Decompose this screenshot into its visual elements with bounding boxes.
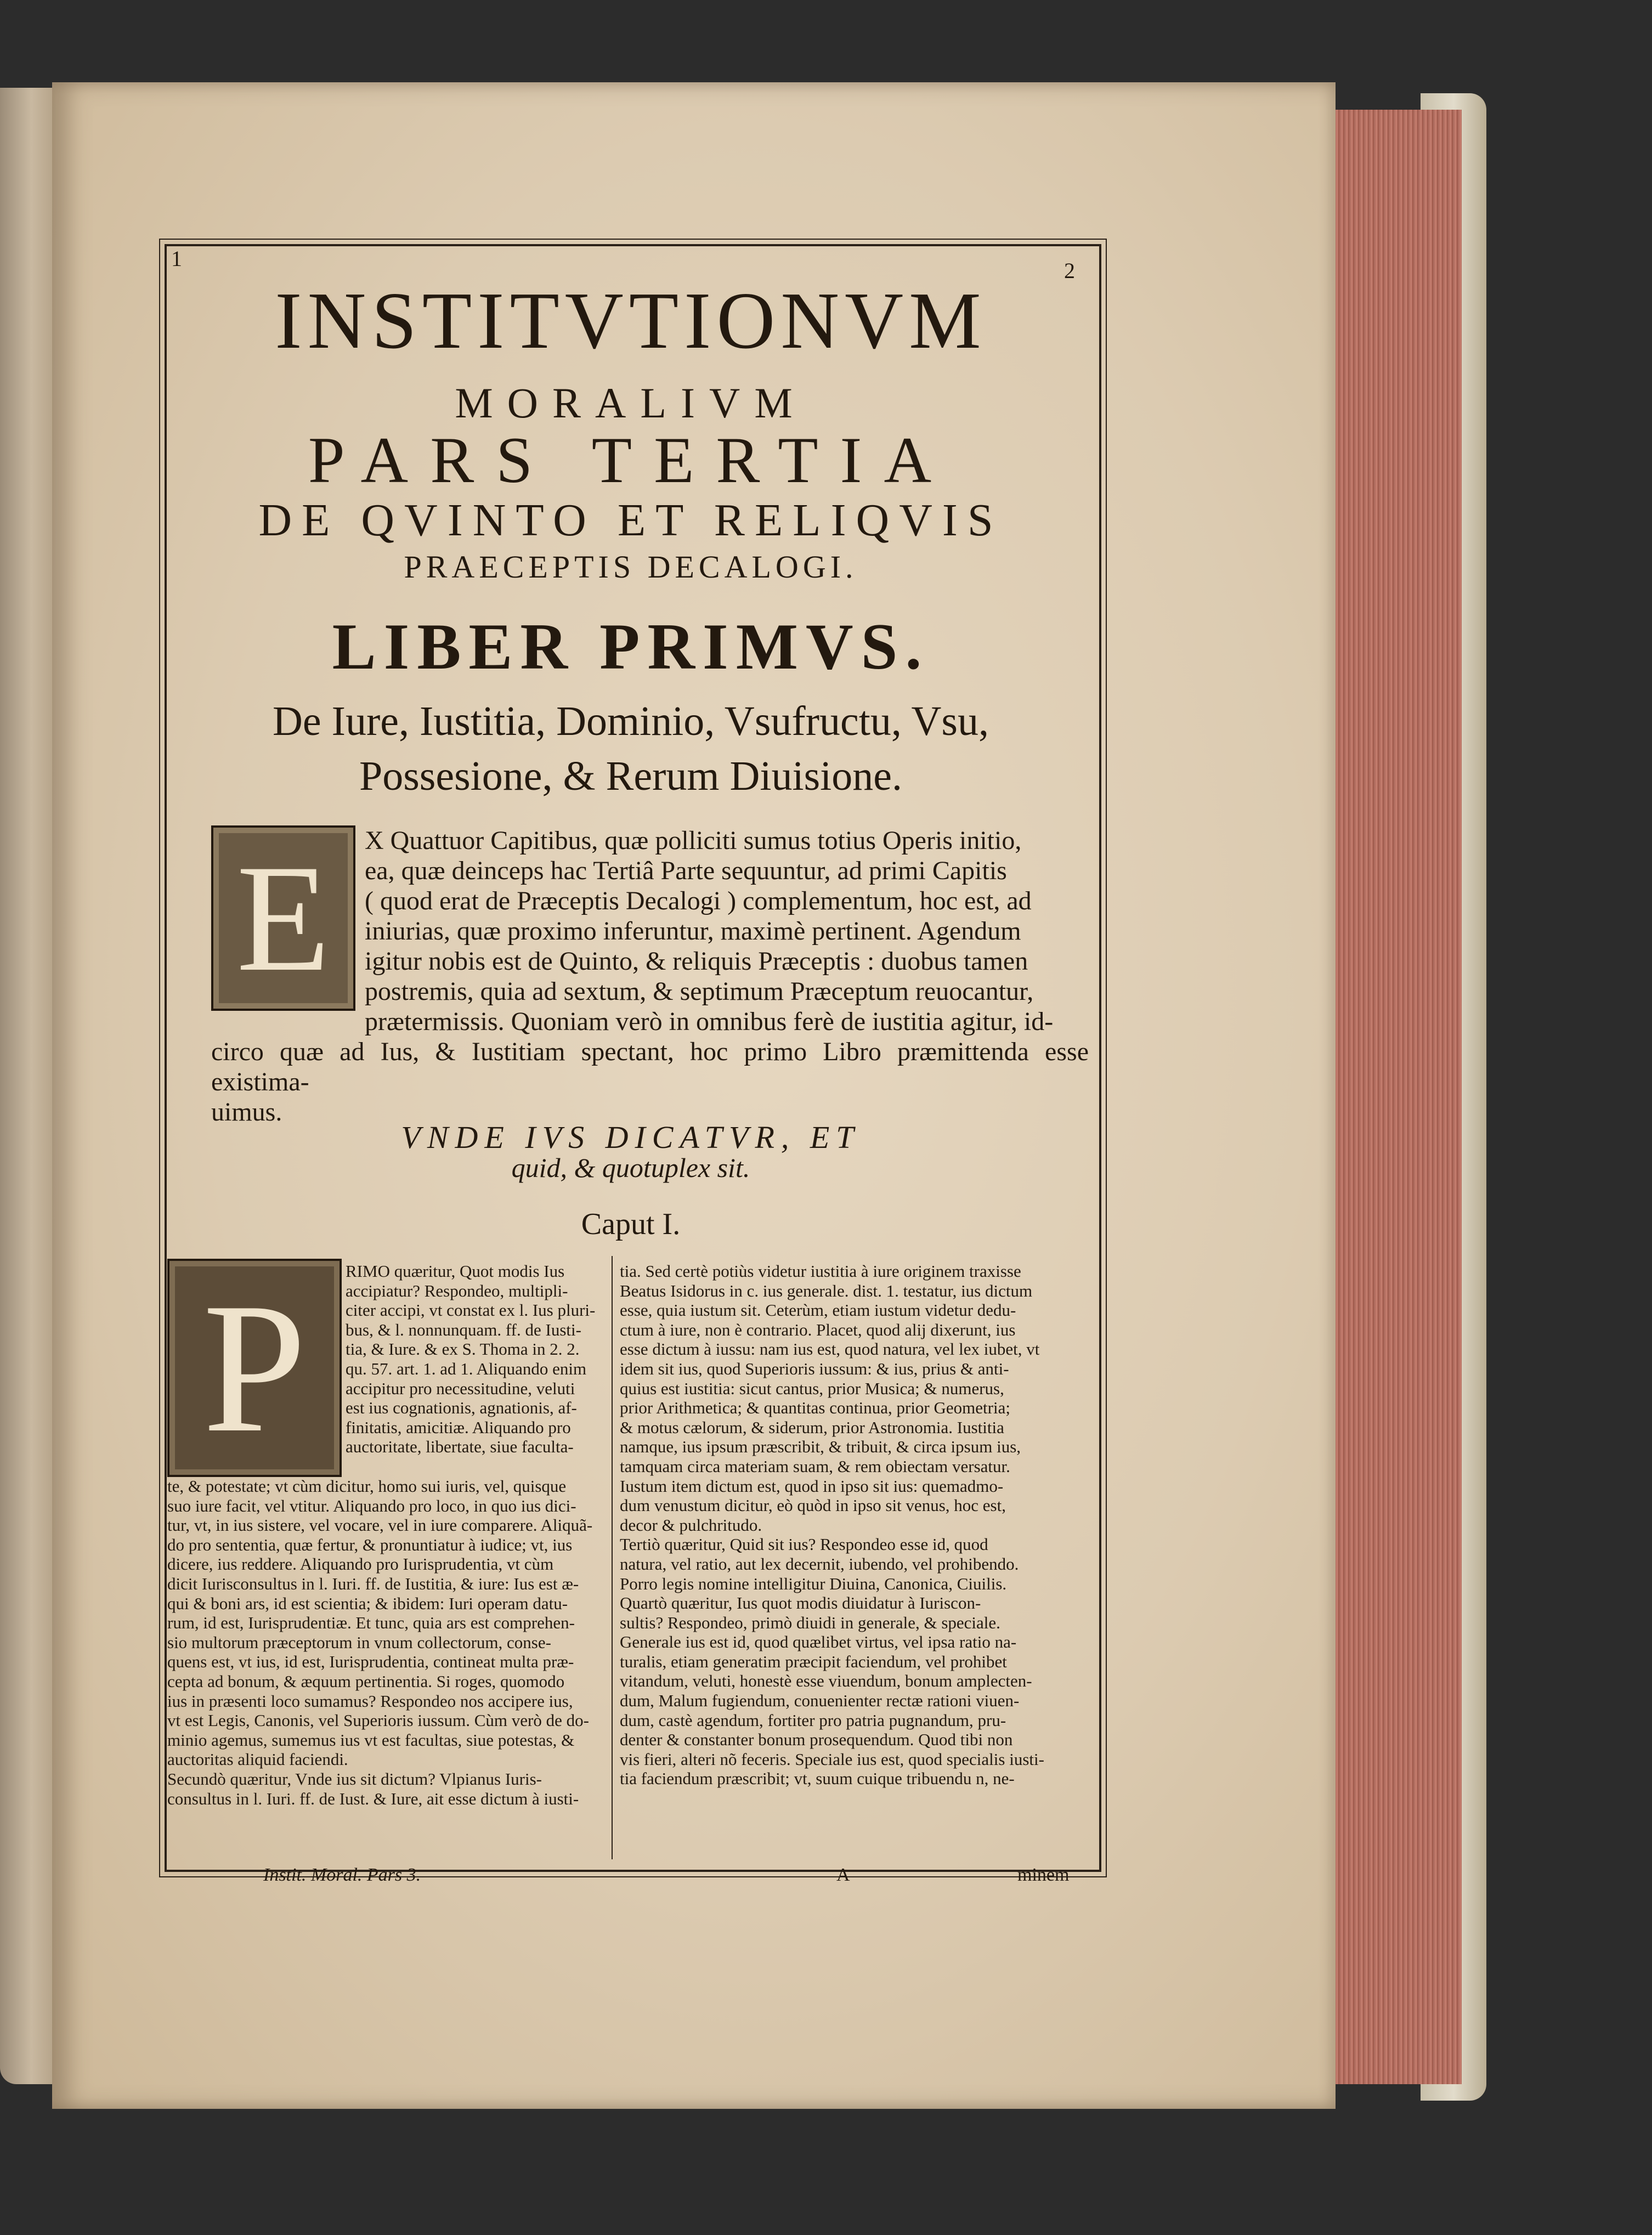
text-line: vt est Legis, Canonis, vel Superioris iussum. Cùm verò de do- xyxy=(167,1711,589,1730)
page-fore-edge xyxy=(1336,110,1462,2084)
title-line-4: DE QVINTO ET RELIQVIS xyxy=(258,495,1003,546)
intro-line: uimus. xyxy=(211,1097,282,1127)
text-line: tia faciendum præscribit; vt, suum cuique tribuendu n, ne- xyxy=(620,1769,1015,1789)
text-line: rum, id est, Iurisprudentiæ. Et tunc, quia ars est comprehen- xyxy=(167,1613,575,1633)
text-line: sultis? Respondeo, primò diuidi in generale, & speciale. xyxy=(620,1612,1000,1632)
book-subtitle xyxy=(165,694,1097,804)
text-line: Quartò quæritur, Ius quot modis diuidatur à Iuriscon- xyxy=(620,1593,981,1613)
catchword: minem xyxy=(1017,1865,1070,1885)
text-line: qui & boni ars, id est scientia; & ibidem: Iuri operam datu- xyxy=(167,1593,568,1613)
text-line: esse, quia iustum sit. Ceterùm, etiam iustum videtur dedu- xyxy=(620,1300,1016,1320)
intro-paragraph xyxy=(365,825,1089,1037)
text-line: quens est, vt ius, id est, Iurisprudentia, contineat multa præ- xyxy=(167,1652,574,1672)
decorated-initial-p: P xyxy=(167,1259,342,1477)
text-line: tia, & Iure. & ex S. Thoma in 2. 2. xyxy=(346,1339,580,1359)
text-line: dum venustum dicitur, eò quòd in ipso sit venus, hoc est, xyxy=(620,1496,1006,1515)
text-line: Beatus Isidorus in c. ius generale. dist. 1. testatur, ius dictum xyxy=(620,1281,1033,1300)
page-number-left: 1 xyxy=(171,246,182,271)
text-line: dicit Iurisconsultus in l. Iuri. ff. de Iustitia, & iure: Ius est æ- xyxy=(167,1574,579,1593)
column-divider xyxy=(612,1256,613,1859)
text-line: decor & pulchritudo. xyxy=(620,1515,762,1535)
book-subtitle-line-2: Possesione, & Rerum Diuisione. xyxy=(359,753,903,799)
book-heading: LIBER PRIMVS. xyxy=(332,610,930,683)
text-line: dicere, ius reddere. Aliquando pro Iurisprudentia, vt cùm xyxy=(167,1554,554,1574)
text-line: bus, & l. nonnunquam. ff. de Iusti- xyxy=(346,1320,581,1339)
decorated-initial-e: E xyxy=(211,825,355,1011)
intro-line: circo quæ ad Ius, & Iustitiam spectant, hoc primo Libro præmittenda esse existima- xyxy=(211,1037,1089,1096)
body-column-right xyxy=(620,1261,1094,1789)
text-line: consultus in l. Iuri. ff. de Iust. & Iure, ait esse dictum à iusti- xyxy=(167,1789,579,1808)
intro-line: X Quattuor Capitibus, quæ polliciti sumus totius Operis initio, xyxy=(365,826,1022,855)
text-line: do pro sententia, quæ fertur, & pronuntiatur à iudice; vt, ius xyxy=(167,1535,573,1554)
text-line: prior Arithmetica; & quantitas continua, prior Geometria; xyxy=(620,1398,1010,1418)
text-line: accipitur pro necessitudine, veluti xyxy=(346,1378,575,1398)
text-line: cepta ad bonum, & æquum pertinentia. Si roges, quomodo xyxy=(167,1671,565,1691)
text-line: natura, vel ratio, aut lex decernit, iubendo, vel prohibendo. xyxy=(620,1554,1019,1574)
intro-line: igitur nobis est de Quinto, & reliquis Præceptis : duobus tamen xyxy=(365,947,1028,976)
text-line: Secundò quæritur, Vnde ius sit dictum? Vlpianus Iuris- xyxy=(167,1769,542,1789)
text-line: est ius cognationis, agnationis, af- xyxy=(346,1398,577,1418)
text-line: auctoritas aliquid faciendi. xyxy=(167,1750,348,1769)
text-line: suo iure facit, vel vtitur. Aliquando pro loco, in quo ius dici- xyxy=(167,1496,576,1515)
title-line-5: PRAECEPTIS DECALOGI. xyxy=(404,549,858,585)
text-line: tamquam circa materiam suam, & rem obiectam versatur. xyxy=(620,1456,1010,1476)
text-line: idem sit ius, quod Superioris iussum: & ius, prius & anti- xyxy=(620,1359,1009,1378)
text-line: Tertiò quæritur, Quid sit ius? Respondeo esse id, quod xyxy=(620,1535,988,1554)
text-line: Iustum item dictum est, quod in ipso sit ius: quemadmo- xyxy=(620,1476,1004,1496)
signature-mark: A xyxy=(836,1865,850,1885)
text-line: Porro legis nomine intelligitur Diuina, Canonica, Ciuilis. xyxy=(620,1574,1007,1593)
text-line: namque, ius ipsum præscribit, & tribuit, & circa ipsum ius, xyxy=(620,1437,1021,1457)
title-line-1: INSTITVTIONVM xyxy=(275,276,987,366)
text-line: ius in præsenti loco sumamus? Respondeo nos accipere ius, xyxy=(167,1691,573,1711)
text-line: tia. Sed certè potiùs videtur iustitia à iure originem traxisse xyxy=(620,1261,1021,1281)
text-line: te, & potestate; vt cùm dicitur, homo sui iuris, vel, quisque xyxy=(167,1476,567,1496)
text-line: denter & constanter bonum prosequendum. Quod tibi non xyxy=(620,1730,1013,1750)
text-line: vis fieri, alteri nõ feceris. Speciale ius est, quod specialis iusti- xyxy=(620,1749,1044,1769)
text-line: Generale ius est id, quod quælibet virtus, vel ipsa ratio na- xyxy=(620,1632,1017,1652)
text-line: minio agemus, sumemus ius vt est facultas, siue potestas, & xyxy=(167,1730,575,1750)
section-title: VNDE IVS DICATVR, ET xyxy=(401,1119,861,1155)
text-line: accipiatur? Respondeo, multipli- xyxy=(346,1281,568,1300)
text-line: turalis, etiam generatim præcipit faciendum, vel prohibet xyxy=(620,1651,1007,1671)
body-column-left-top xyxy=(346,1261,603,1457)
intro-line: ( quod erat de Præceptis Decalogi ) complementum, hoc est, ad xyxy=(365,886,1032,915)
text-line: esse dictum à iussu: nam ius est, quod natura, vel lex iubet, vt xyxy=(620,1339,1040,1359)
text-line: dum, Malum fugiendum, conuenienter rectæ rationi viuen- xyxy=(620,1691,1020,1711)
text-line: finitatis, amicitiæ. Aliquando pro xyxy=(346,1417,571,1437)
chapter-heading: Caput I. xyxy=(581,1207,681,1241)
section-subtitle: quid, & quotuplex sit. xyxy=(511,1152,750,1183)
intro-line: postremis, quia ad sextum, & septimum Præceptum reuocantur, xyxy=(365,977,1034,1006)
left-page-edge xyxy=(0,88,52,2084)
signature-line: Instit. Moral. Pars 3. xyxy=(263,1865,421,1885)
intro-line: ea, quæ deinceps hac Tertiâ Parte sequuntur, ad primi Capitis xyxy=(365,856,1007,885)
intro-line: iniurias, quæ proximo inferuntur, maximè pertinent. Agendum xyxy=(365,916,1021,946)
text-line: quius est iustitia: sicut cantus, prior Musica; & numerus, xyxy=(620,1378,1004,1398)
text-line: sio multorum præceptorum in vnum collectorum, conse- xyxy=(167,1632,551,1652)
text-line: & motus cælorum, & siderum, prior Astronomia. Iustitia xyxy=(620,1417,1004,1437)
text-line: ctum à iure, non è contrario. Placet, quod alij dixerunt, ius xyxy=(620,1320,1016,1339)
text-line: vitandum, veluti, honestè esse viuendum, bonum amplecten- xyxy=(620,1671,1032,1691)
text-line: RIMO quæritur, Quot modis Ius xyxy=(346,1261,565,1281)
body-column-left xyxy=(167,1476,603,1808)
intro-paragraph-end xyxy=(211,1037,1089,1127)
title-line-3: PARS TERTIA xyxy=(308,423,954,496)
text-line: citer accipi, vt constat ex l. Ius pluri- xyxy=(346,1300,596,1320)
title-line-2: MORALIVM xyxy=(455,379,807,427)
text-line: auctoritate, libertate, siue faculta- xyxy=(346,1437,574,1457)
book-subtitle-line-1: De Iure, Iustitia, Dominio, Vsufructu, Vsu, xyxy=(273,698,989,744)
page-number-right: 2 xyxy=(1064,258,1075,283)
text-line: dum, castè agendum, fortiter pro patria pugnandum, pru- xyxy=(620,1710,1006,1730)
text-line: tur, vt, in ius sistere, vel vocare, vel in iure comparere. Aliquã- xyxy=(167,1515,593,1535)
intro-line: prætermissis. Quoniam verò in omnibus ferè de iustitia agitur, id- xyxy=(365,1007,1054,1036)
text-line: qu. 57. art. 1. ad 1. Aliquando enim xyxy=(346,1359,587,1378)
